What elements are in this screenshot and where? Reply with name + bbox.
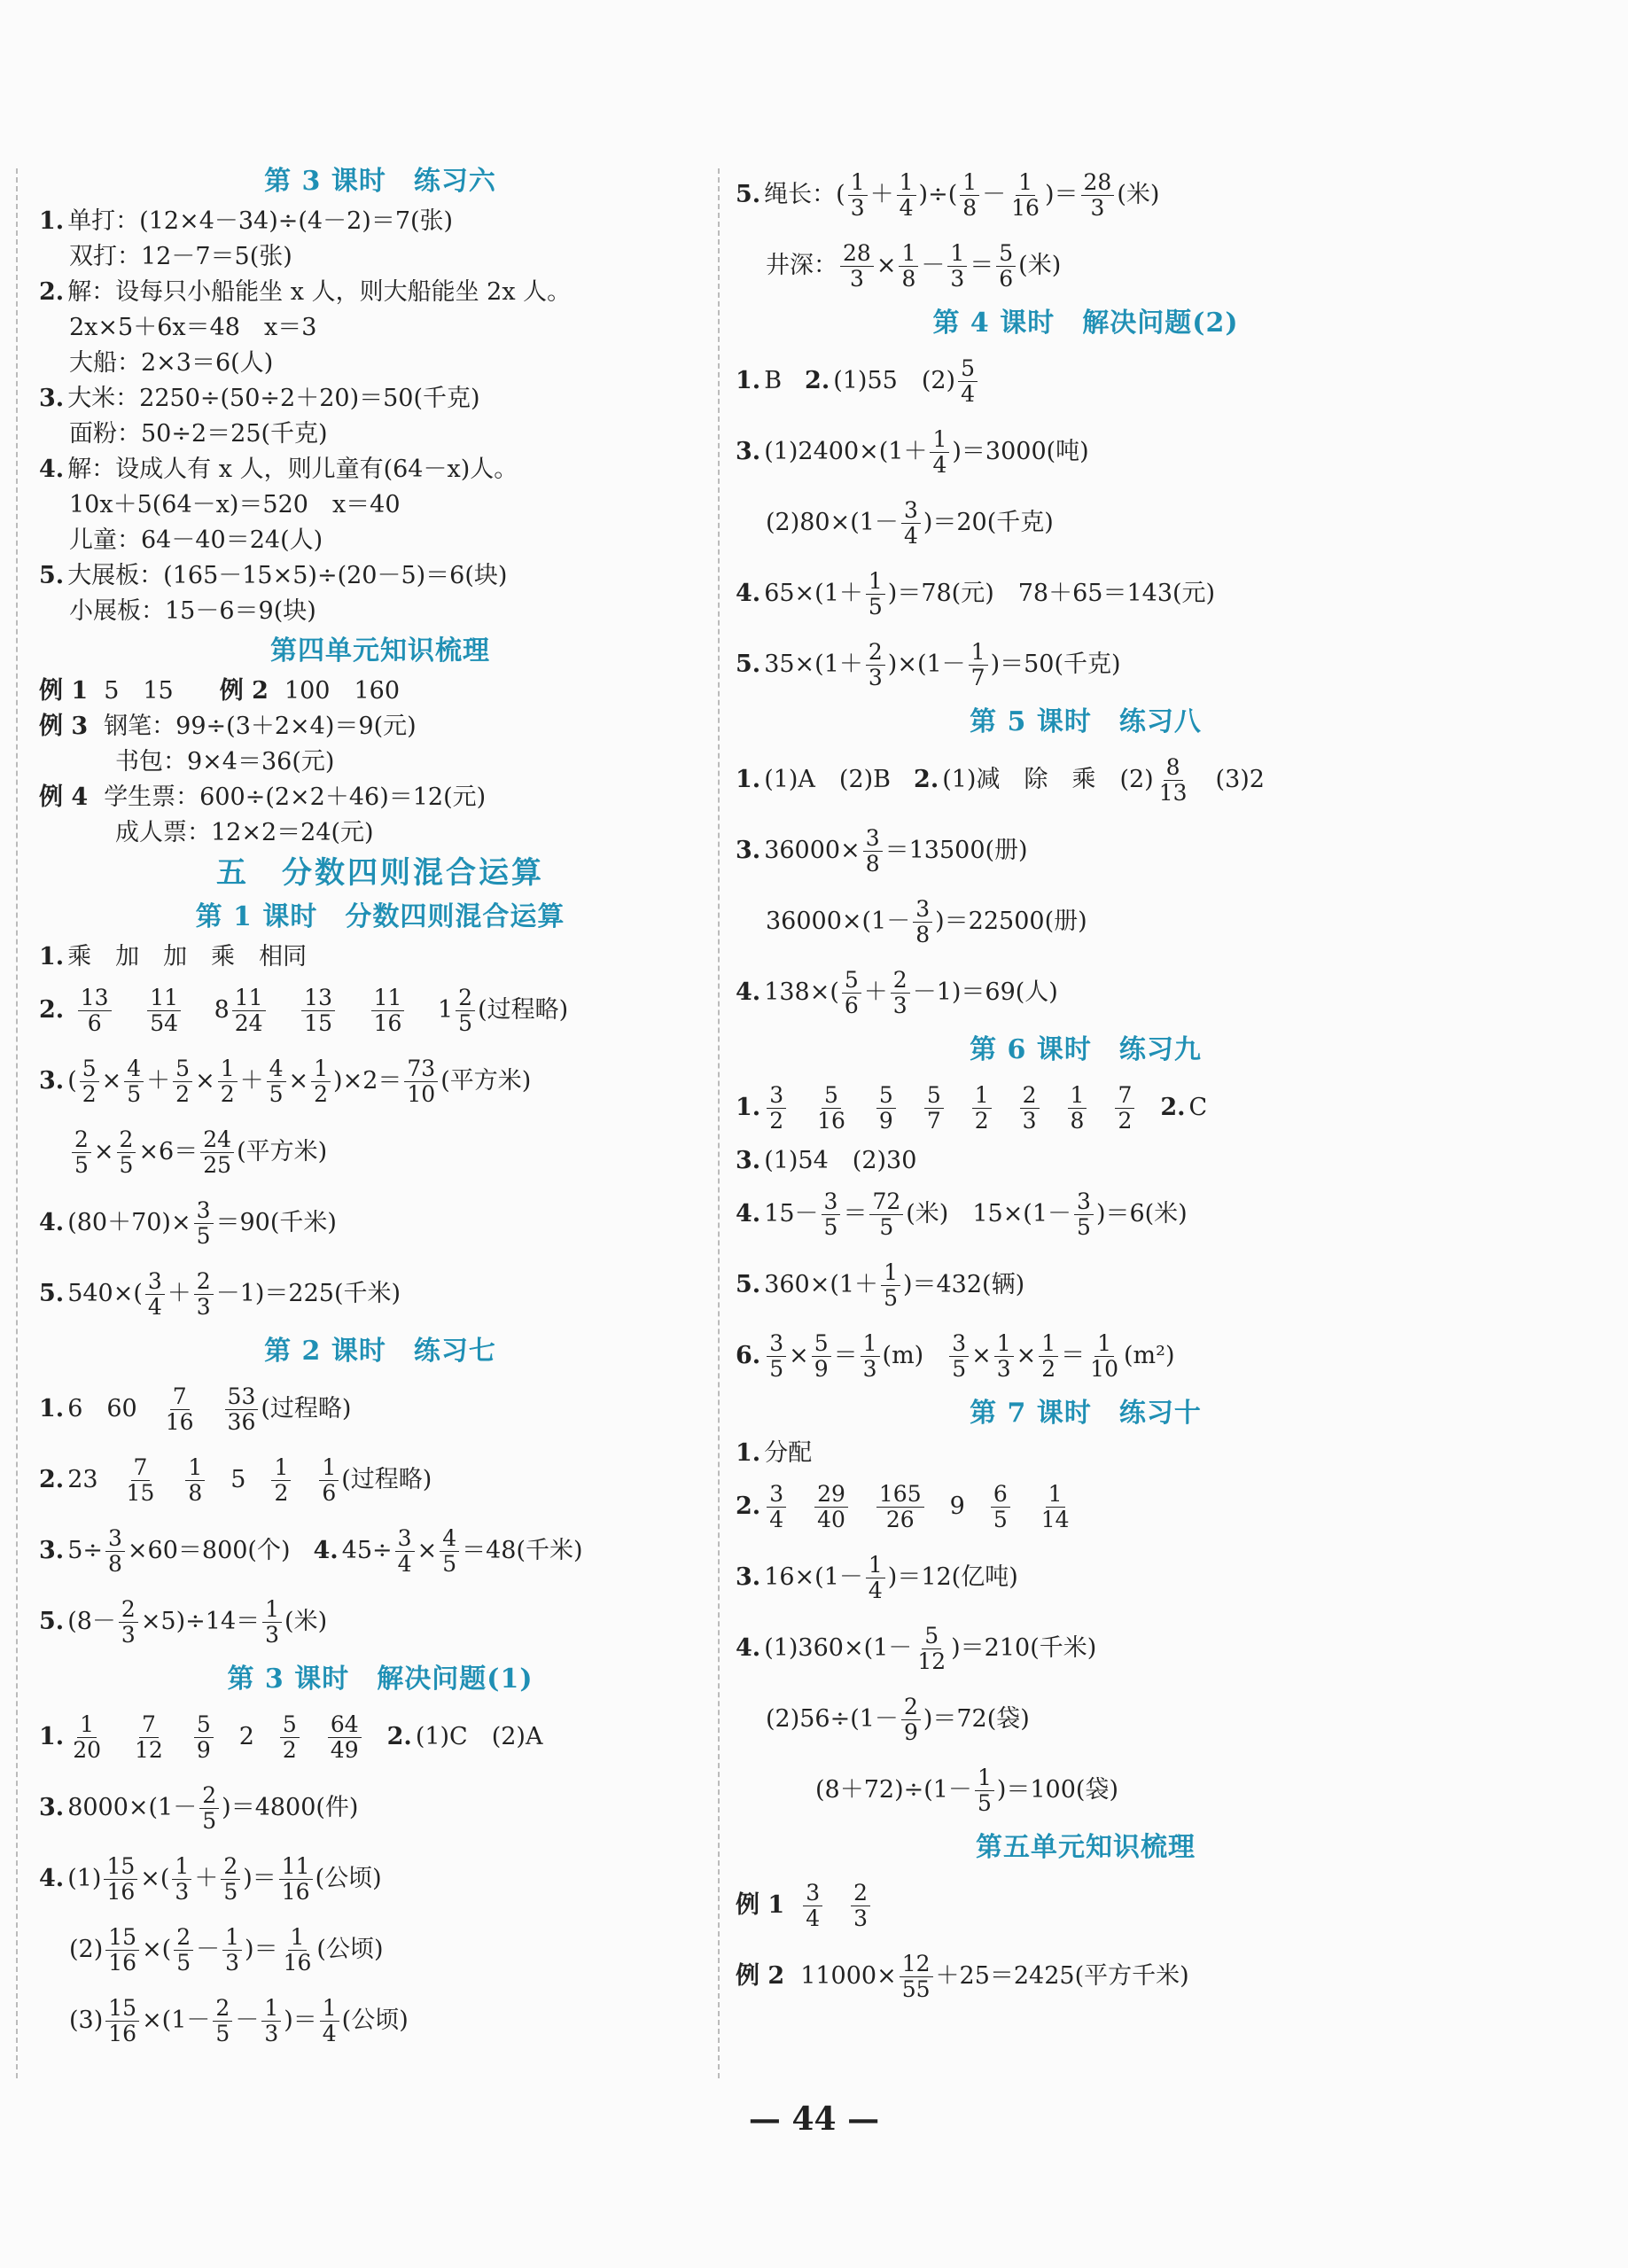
answer-line: 3. 16×(1－ $\frac{1}{4}$ )＝12(亿吨) <box>736 1552 1018 1603</box>
section-heading: 第 1 课时 分数四则混合运算 <box>195 901 565 932</box>
answer-line: 4. (1) $\frac{15}{16}$ ×( $\frac{1}{3}$ ＋ $\frac{2}{5}$ )＝ $\frac{11}{16}$ (公顷) <box>39 1853 382 1905</box>
answer-line: 5. 35×(1＋ $\frac{2}{3}$ )×(1－ $\frac{1}{7}$ )＝50(千克) <box>736 639 1121 690</box>
page-number: — 44 — <box>748 2100 880 2138</box>
answer-line: (2) $\frac{15}{16}$ ×( $\frac{2}{5}$ － $\frac{1}{3}$ )＝ $\frac{1}{16}$ (公顷) <box>69 1924 384 1976</box>
answer-line: 5. 大展板：(165－15×5)÷(20－5)＝6(块) <box>39 562 508 589</box>
answer-line: 3. 大米：2250÷(50÷2＋20)＝50(千克) <box>39 385 480 412</box>
answer-line: 1. B 2. (1)55 (2) $\frac{5}{4}$ <box>736 346 1436 417</box>
left-column <box>39 160 721 2056</box>
section-heading: 第 4 课时 解决问题(2) <box>932 308 1239 339</box>
answer-line: 36000×(1－ $\frac{3}{8}$ )＝22500(册) <box>766 896 1087 947</box>
answer-line: 1. $\frac{3}{2}$ $\frac{5}{16}$ $\frac{5}{9}$ $\frac{5}{7}$ $\frac{1}{2}$ $\frac{2}{3}$ $\frac{1}{8}$ $\frac{7}{2}$ 2. C <box>736 1082 1208 1134</box>
answer-line: 1. $\frac{1}{20}$ $\frac{7}{12}$ $\frac{5}{9}$ 2 $\frac{5}{2}$ $\frac{64}{49}$ 2. (1)C (2)A <box>39 1711 543 1763</box>
left-margin-rule <box>16 168 18 2078</box>
right-column <box>736 160 1436 2012</box>
example-line: 例 2 11000× $\frac{12}{55}$ ＋25＝2425(平方千米) <box>736 1951 1189 2002</box>
answer-line: 4. 解：设成人有 x 人，则儿童有(64－x)人。 <box>39 456 518 483</box>
section-heading: 第 2 课时 练习七 <box>264 1336 496 1367</box>
answer-line: 3. 36000× $\frac{3}{8}$ ＝13500(册) <box>736 825 1028 877</box>
answer-line: 5. 540×( $\frac{3}{4}$ ＋ $\frac{2}{3}$ －1)＝225(千米) <box>39 1268 401 1320</box>
answer-line: 2. $\frac{13}{6}$ $\frac{11}{54}$ 8 $\frac{11}{24}$ $\frac{13}{15}$ $\frac{11}{16}$ 1 $\frac{2}{5}$ (过程略) <box>39 985 569 1036</box>
answer-line: (8＋72)÷(1－ $\frac{1}{5}$ )＝100(袋) <box>815 1765 1118 1816</box>
section-heading: 第 6 课时 练习九 <box>970 1034 1202 1065</box>
answer-line: 3. 8000×(1－ $\frac{2}{5}$ )＝4800(件) <box>39 1782 359 1834</box>
answer-line: 1. 6 60 $\frac{7}{16}$ $\frac{53}{36}$ (过程略) <box>39 1383 352 1435</box>
answer-line: 1. (1)A (2)B 2. (1)减 除 乘 (2) $\frac{8}{13}$ (3)2 <box>736 754 1265 806</box>
answer-line: (3) $\frac{15}{16}$ ×(1－ $\frac{2}{5}$ － $\frac{1}{3}$ )＝ $\frac{1}{4}$ (公顷) <box>69 1995 409 2046</box>
answer-line: 3. (1)2400×(1＋ $\frac{1}{4}$ )＝3000(吨) <box>736 426 1089 478</box>
answer-line: 4. (1)360×(1－ $\frac{5}{12}$ )＝210(千米) <box>736 1623 1097 1674</box>
answer-line: 4. 65×(1＋ $\frac{1}{5}$ )＝78(元) 78＋65＝143(元) <box>736 568 1216 620</box>
unit-heading: 五 分数四则混合运算 <box>216 855 544 891</box>
section-heading: 第 5 课时 练习八 <box>970 706 1202 737</box>
answer-line: 6. $\frac{3}{5}$ × $\frac{5}{9}$ ＝ $\frac{1}{3}$ (m) $\frac{3}{5}$ × $\frac{1}{3}$ × $\frac{1}{2}$ ＝ $\frac{1}{10}$ (m²) <box>736 1330 1175 1382</box>
answer-line: $\frac{2}{5}$ × $\frac{2}{5}$ ×6＝ $\frac{24}{25}$ (平方米) <box>39 1117 721 1188</box>
answer-line: 5. 360×(1＋ $\frac{1}{5}$ )＝432(辆) <box>736 1259 1025 1311</box>
answer-line: 1. 单打：(12×4－34)÷(4－2)＝7(张) <box>39 207 454 235</box>
answer-line: 1. 乘 加 加 乘 相同 <box>39 943 308 970</box>
example-line: 例 1 $\frac{3}{4}$ $\frac{2}{3}$ <box>736 1870 1436 1941</box>
answer-line: 4. 138×( $\frac{5}{6}$ ＋ $\frac{2}{3}$ －1)＝69(人) <box>736 967 1058 1018</box>
answer-line: 10x＋5(64－x)＝520 x＝40 <box>69 491 401 518</box>
example-line: 例 1 5 15 例 2 100 160 <box>39 677 400 705</box>
answer-line: 3. (1)54 (2)30 <box>736 1147 917 1174</box>
answer-line: 井深： $\frac{28}{3}$ × $\frac{1}{8}$ － $\frac{1}{3}$ ＝ $\frac{5}{6}$ (米) <box>766 240 1062 292</box>
answer-line: 2x×5＋6x＝48 x＝3 <box>69 314 317 341</box>
answer-line: (2)80×(1－ $\frac{3}{4}$ )＝20(千克) <box>766 497 1054 549</box>
answer-line: 小展板：15－6＝9(块) <box>69 597 316 625</box>
example-line: 例 4 学生票：600÷(2×2＋46)＝12(元) <box>39 783 487 811</box>
answer-line: 3. ( $\frac{5}{2}$ × $\frac{4}{5}$ ＋ $\frac{5}{2}$ × $\frac{1}{2}$ ＋ $\frac{4}{5}$ × $\frac{1}{2}$ )×2＝ $\frac{73}{10}$ (平方米) <box>39 1056 532 1107</box>
section-heading: 第 3 课时 解决问题(1) <box>227 1664 534 1695</box>
answer-line: 2. $\frac{3}{4}$ $\frac{29}{40}$ $\frac{165}{26}$ 9 $\frac{6}{5}$ $\frac{1}{14}$ <box>736 1481 1070 1532</box>
example-line: 例 3 钢笔：99÷(3＋2×4)＝9(元) <box>39 713 417 740</box>
section-heading: 第五单元知识梳理 <box>976 1832 1196 1863</box>
answer-line: 面粉：50÷2＝25(千克) <box>69 420 328 448</box>
answer-line: 2. 23 $\frac{7}{15}$ $\frac{1}{8}$ 5 $\frac{1}{2}$ $\frac{1}{6}$ (过程略) <box>39 1454 432 1506</box>
example-line: 书包：9×4＝36(元) <box>115 748 335 775</box>
section-heading: 第四单元知识梳理 <box>270 635 490 666</box>
answer-line: 儿童：64－40＝24(人) <box>69 526 323 554</box>
answer-line: 2. 解：设每只小船能坐 x 人，则大船能坐 2x 人。 <box>39 278 572 306</box>
section-heading: 第 3 课时 练习六 <box>264 166 496 197</box>
answer-line: 大船：2×3＝6(人) <box>69 349 274 377</box>
answer-line: 5. (8－ $\frac{2}{3}$ ×5)÷14＝ $\frac{1}{3}$ (米) <box>39 1596 328 1648</box>
answer-line: (2)56÷(1－ $\frac{2}{9}$ )＝72(袋) <box>766 1694 1030 1745</box>
answer-line: 1. 分配 <box>736 1439 813 1467</box>
answer-line: 3. 5÷ $\frac{3}{8}$ ×60＝800(个) 4. 45÷ $\frac{3}{4}$ × $\frac{4}{5}$ ＝48(千米) <box>39 1525 583 1577</box>
answer-line: 双打：12－7＝5(张) <box>69 243 292 270</box>
answer-line: 5. 绳长：( $\frac{1}{3}$ ＋ $\frac{1}{4}$ )÷( $\frac{1}{8}$ － $\frac{1}{16}$ )＝ $\frac{28}{3}$ (米) <box>736 169 1160 221</box>
example-line: 成人票：12×2＝24(元) <box>115 819 374 846</box>
answer-line: 4. 15－ $\frac{3}{5}$ ＝ $\frac{72}{5}$ (米) 15×(1－ $\frac{3}{5}$ )＝6(米) <box>736 1189 1188 1240</box>
answer-line: 4. (80＋70)× $\frac{3}{5}$ ＝90(千米) <box>39 1197 337 1249</box>
section-heading: 第 7 课时 练习十 <box>970 1398 1202 1429</box>
